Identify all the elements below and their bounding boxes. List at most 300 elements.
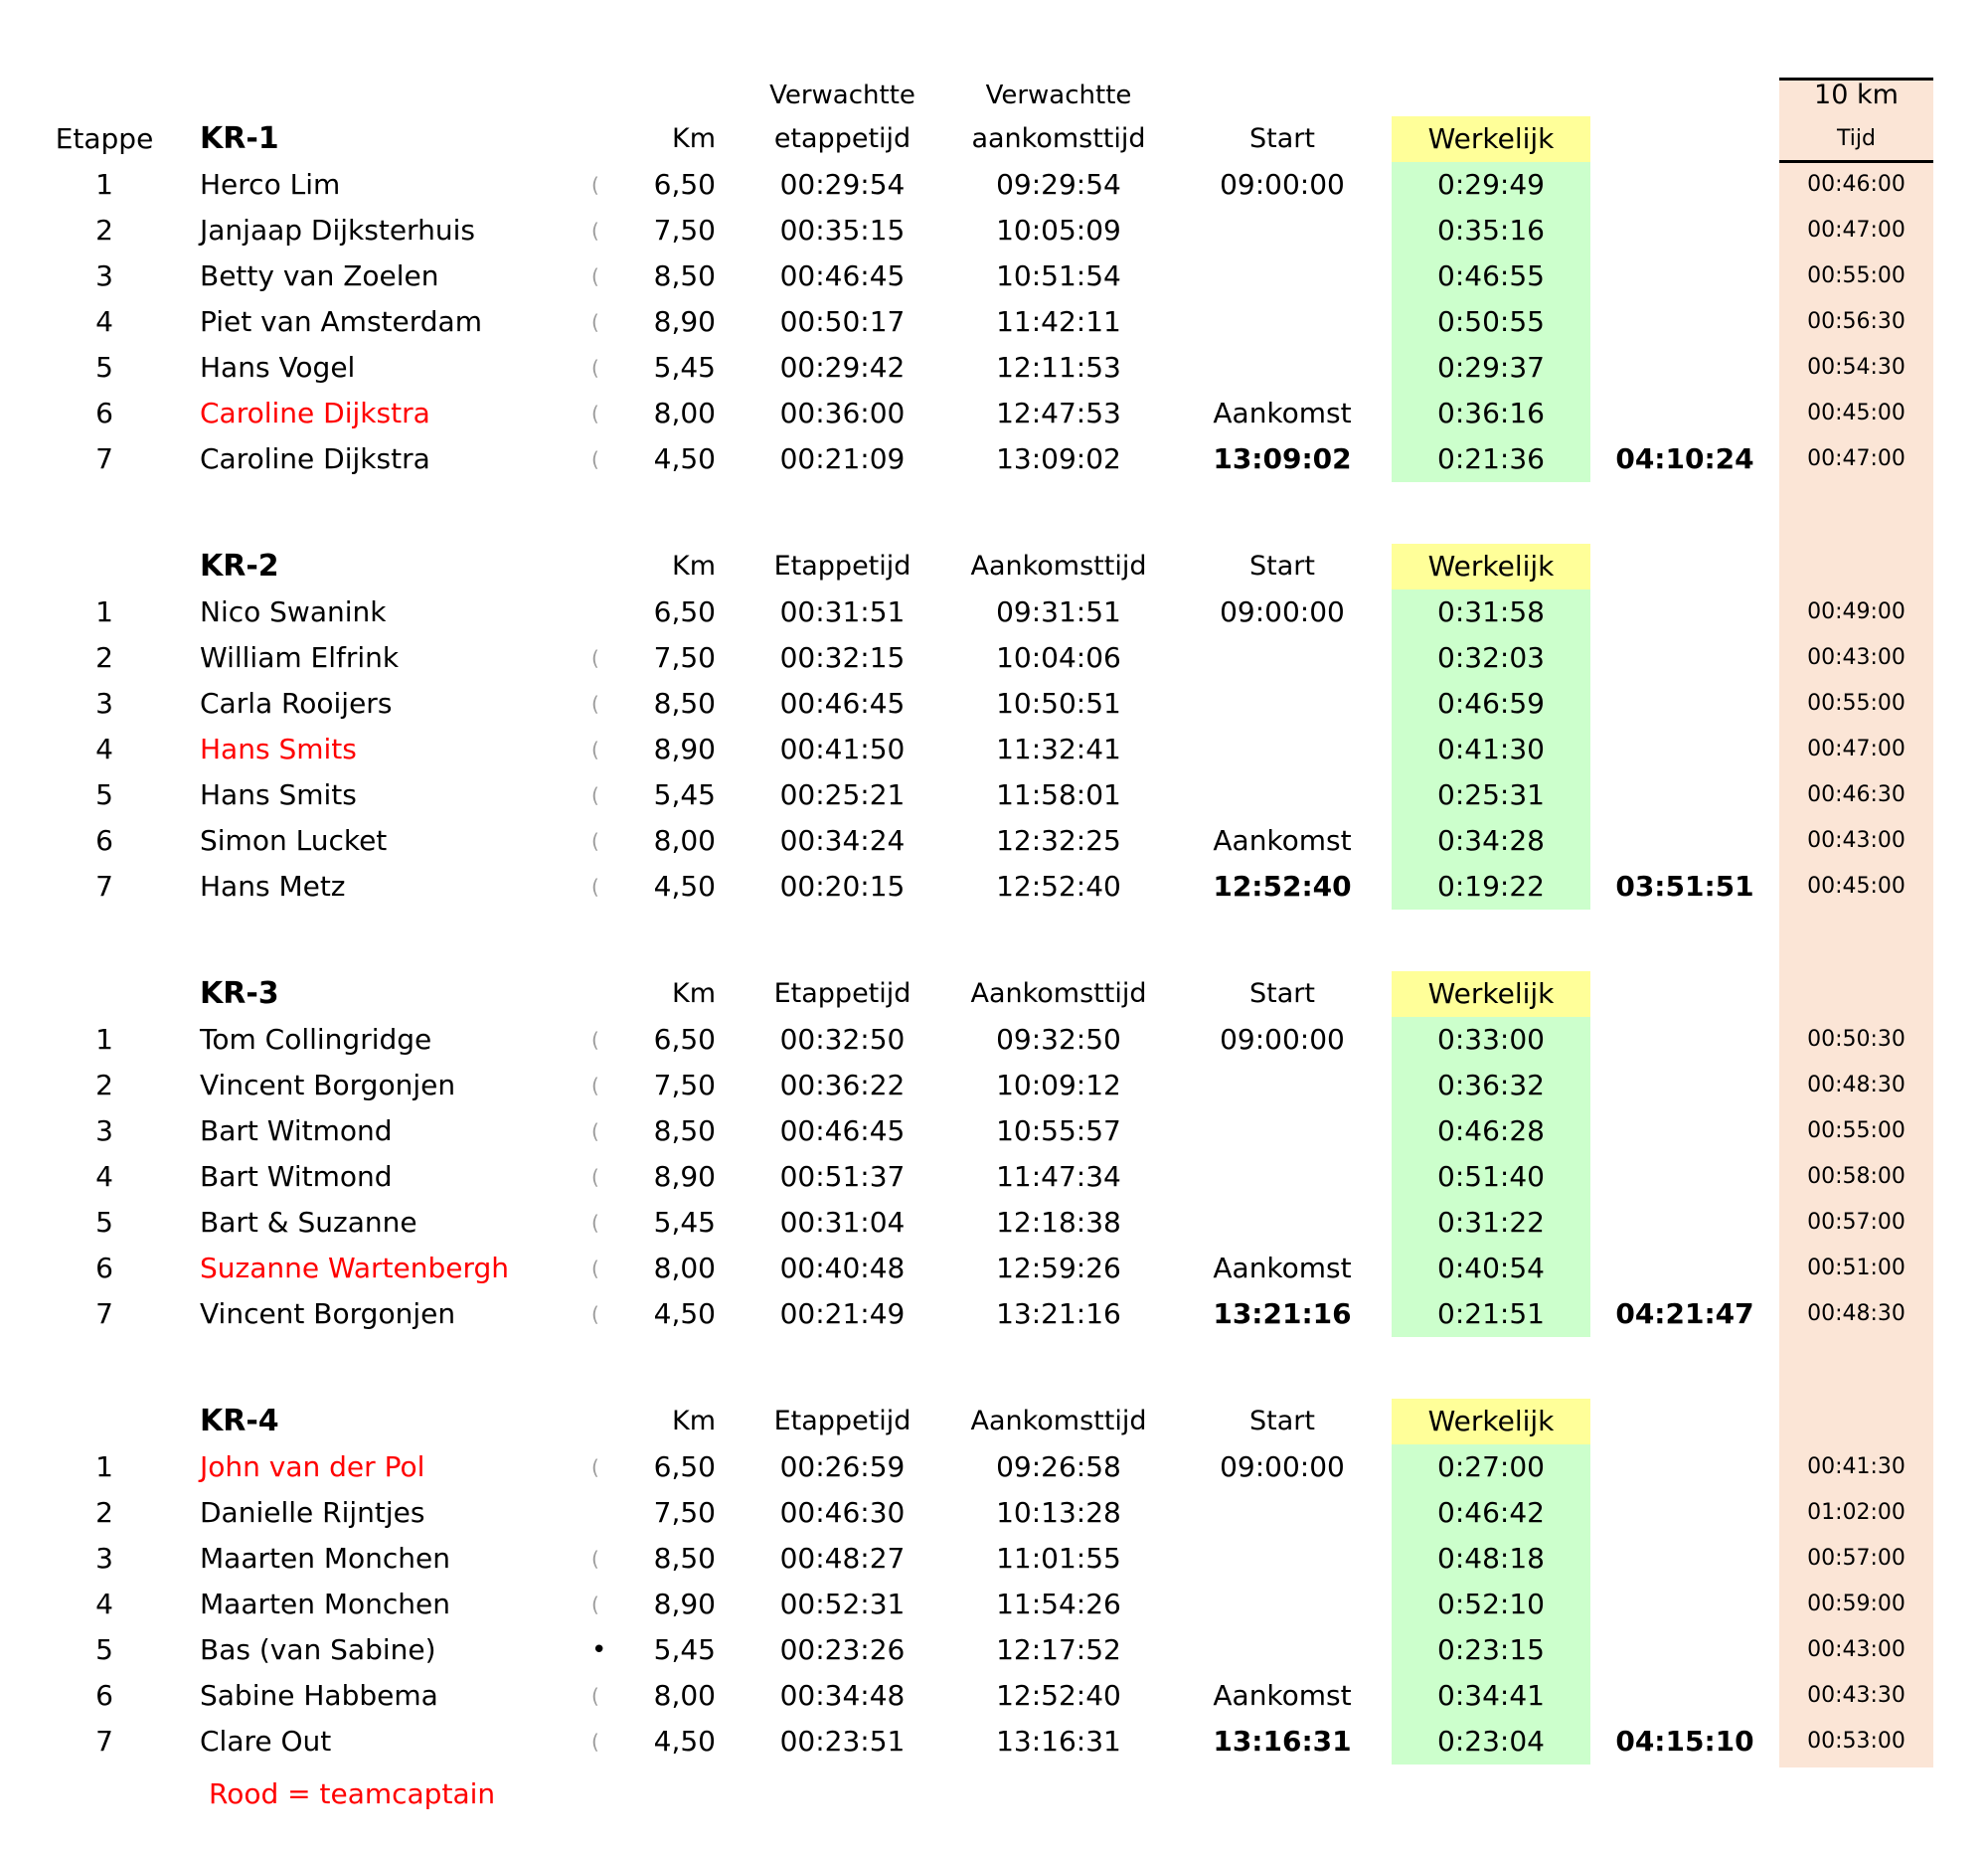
table-row — [45, 1108, 1933, 1154]
table-row — [45, 1444, 1933, 1490]
team-header-row — [45, 1399, 1933, 1444]
expected-arrival-time: 11:54:26 — [996, 1588, 1121, 1620]
expected-stage-time: 00:36:00 — [779, 397, 906, 429]
start-or-arrival — [1158, 1627, 1392, 1673]
note-mark: ( — [591, 875, 599, 899]
spacer — [591, 116, 611, 162]
start-header: Start — [1249, 978, 1315, 1009]
start-or-arrival: 09:00:00 — [1220, 1023, 1345, 1056]
runner-name: William Elfrink — [200, 641, 400, 674]
table-row — [45, 391, 1933, 436]
team-total-time — [1590, 1063, 1779, 1108]
expected-arrival-time: 10:51:54 — [996, 259, 1121, 292]
tenkm-time: 00:47:00 — [1807, 218, 1905, 243]
table-row — [45, 635, 1933, 681]
note-mark: ( — [591, 447, 599, 471]
note-mark: ( — [591, 646, 599, 670]
team-total-time — [1590, 391, 1779, 436]
km-value: 5,45 — [653, 1206, 716, 1239]
tenkm-time: 00:53:00 — [1807, 1729, 1905, 1754]
team-total-time — [1590, 1246, 1779, 1291]
actual-time: 0:32:03 — [1392, 635, 1590, 681]
stage-number: 2 — [95, 641, 113, 674]
team-total-time — [1590, 727, 1779, 772]
note-mark: ( — [591, 219, 599, 243]
km-value: 4,50 — [653, 442, 716, 475]
km-value: 8,00 — [653, 397, 716, 429]
team-total-time — [1590, 1200, 1779, 1246]
spacer — [1590, 116, 1779, 162]
expected-stage-time: 00:31:51 — [779, 595, 906, 628]
expected-arrival-time: 11:32:41 — [996, 733, 1121, 765]
km-value: 5,45 — [653, 351, 716, 384]
expected-arrival-time: 09:31:51 — [996, 595, 1121, 628]
tijd-header — [1779, 1399, 1933, 1444]
stage-number: 3 — [95, 259, 113, 292]
spacer — [164, 75, 591, 116]
runner-name: Danielle Rijntjes — [200, 1496, 425, 1529]
start-or-arrival: 09:00:00 — [1220, 1450, 1345, 1483]
expected-stage-time: 00:51:37 — [779, 1160, 906, 1193]
actual-time: 0:29:49 — [1392, 162, 1590, 208]
tenkm-time: 00:45:00 — [1807, 874, 1905, 899]
table-row — [45, 1063, 1933, 1108]
actual-time: 0:35:16 — [1392, 208, 1590, 253]
note-mark: ( — [591, 1211, 599, 1235]
km-value: 7,50 — [653, 641, 716, 674]
tijd-header — [1779, 544, 1933, 589]
team-total-time: 04:10:24 — [1615, 442, 1754, 475]
team-total-time — [1590, 1536, 1779, 1582]
team-total-time — [1590, 208, 1779, 253]
spacer — [1158, 75, 1392, 116]
note-mark: ( — [591, 1257, 599, 1280]
expected-stage-time: 00:52:31 — [779, 1588, 906, 1620]
table-row — [45, 818, 1933, 864]
block-gap — [45, 1337, 1933, 1399]
note-mark — [591, 1490, 611, 1536]
expected-stage-time: 00:20:15 — [779, 870, 906, 903]
start-or-arrival — [1158, 1063, 1392, 1108]
tenkm-header-divider — [1779, 160, 1933, 163]
actual-time: 0:34:41 — [1392, 1673, 1590, 1719]
start-or-arrival: 13:09:02 — [1213, 442, 1352, 475]
team-total-time — [1590, 1582, 1779, 1627]
table-row — [45, 1719, 1933, 1765]
team-total-time: 04:21:47 — [1615, 1297, 1754, 1330]
actual-time: 0:48:18 — [1392, 1536, 1590, 1582]
runner-name: Simon Lucket — [200, 824, 388, 857]
expected-arrival-time: 10:09:12 — [996, 1069, 1121, 1101]
stage-number: 1 — [95, 168, 113, 201]
team-total-time — [1590, 1108, 1779, 1154]
stage-number: 4 — [95, 305, 113, 338]
runner-name: Hans Smits — [200, 733, 357, 765]
team-total-time — [1590, 818, 1779, 864]
expected-stage-time: 00:25:21 — [779, 778, 906, 811]
table-row — [45, 1017, 1933, 1063]
team-total-time — [1590, 299, 1779, 345]
werkelijk-header: Werkelijk — [1392, 544, 1590, 589]
expected-arrival-time: 11:58:01 — [996, 778, 1121, 811]
start-or-arrival — [1158, 635, 1392, 681]
km-value: 8,50 — [653, 687, 716, 720]
stage-number: 1 — [95, 595, 113, 628]
runner-name: Bart & Suzanne — [200, 1206, 417, 1239]
runner-name: Hans Smits — [200, 778, 357, 811]
expected-stage-time: 00:48:27 — [779, 1542, 906, 1575]
tenkm-time: 00:59:00 — [1807, 1592, 1905, 1616]
start-or-arrival — [1158, 208, 1392, 253]
werkelijk-header: Werkelijk — [1392, 116, 1590, 162]
runner-name: Suzanne Wartenbergh — [200, 1252, 510, 1284]
note-mark — [591, 589, 611, 635]
tenkm-time: 00:43:30 — [1807, 1683, 1905, 1708]
expected-arrival-time: 11:42:11 — [996, 305, 1121, 338]
tenkm-time: 00:45:00 — [1807, 401, 1905, 425]
tenkm-time: 00:46:00 — [1807, 172, 1905, 197]
km-value: 8,00 — [653, 824, 716, 857]
start-or-arrival: Aankomst — [1213, 1679, 1352, 1712]
spacer — [45, 75, 164, 116]
tenkm-time: 00:46:30 — [1807, 782, 1905, 807]
runner-name: Clare Out — [200, 1725, 332, 1758]
expected-arrival-time: 12:11:53 — [996, 351, 1121, 384]
stage-number: 6 — [95, 1252, 113, 1284]
actual-time: 0:46:42 — [1392, 1490, 1590, 1536]
team-total-time — [1590, 1673, 1779, 1719]
stage-number: 6 — [95, 397, 113, 429]
etappe-header: Etappe — [55, 122, 154, 155]
expected-stage-time: 00:40:48 — [779, 1252, 906, 1284]
expected-arrival-time: 09:26:58 — [996, 1450, 1121, 1483]
runner-name: Sabine Habbema — [200, 1679, 438, 1712]
table-row — [45, 162, 1933, 208]
expected-stage-time: 00:23:26 — [779, 1633, 906, 1666]
legend-red-teamcaptain: Rood = teamcaptain — [209, 1777, 496, 1810]
table-row — [45, 345, 1933, 391]
km-value: 8,90 — [653, 1588, 716, 1620]
timesheet-grid — [45, 75, 1933, 1765]
tenkm-time: 00:55:00 — [1807, 263, 1905, 288]
start-header: Start — [1249, 123, 1315, 154]
stage-number: 2 — [95, 1496, 113, 1529]
expected-arrival-time: 12:32:25 — [996, 824, 1121, 857]
km-header: Km — [671, 1406, 716, 1436]
runner-name: Caroline Dijkstra — [200, 442, 430, 475]
team-total-time — [1590, 1444, 1779, 1490]
stage-number: 7 — [95, 870, 113, 903]
start-or-arrival — [1158, 1536, 1392, 1582]
km-value: 8,90 — [653, 733, 716, 765]
note-mark: ( — [591, 1730, 599, 1754]
table-row — [45, 589, 1933, 635]
etappe-header — [45, 971, 164, 1017]
tenkm-time: 00:47:00 — [1807, 446, 1905, 471]
etappetijd-header: etappetijd — [773, 123, 911, 154]
start-or-arrival: 13:21:16 — [1213, 1297, 1352, 1330]
km-value: 8,50 — [653, 1542, 716, 1575]
expected-arrival-time: 12:17:52 — [996, 1633, 1121, 1666]
aankomsttijd-header: Aankomsttijd — [970, 551, 1147, 582]
aankomsttijd-header: aankomsttijd — [971, 123, 1146, 154]
actual-time: 0:27:00 — [1392, 1444, 1590, 1490]
km-value: 4,50 — [653, 1725, 716, 1758]
stage-number: 6 — [95, 824, 113, 857]
stage-number: 5 — [95, 778, 113, 811]
runner-name: Betty van Zoelen — [200, 259, 439, 292]
expected-stage-time: 00:29:42 — [779, 351, 906, 384]
runner-name: Carla Rooijers — [200, 687, 393, 720]
km-value: 6,50 — [653, 595, 716, 628]
note-mark: ( — [591, 402, 599, 425]
table-row — [45, 1246, 1933, 1291]
note-mark: ( — [591, 356, 599, 380]
aankomsttijd-header: Aankomsttijd — [970, 1406, 1147, 1436]
table-row — [45, 253, 1933, 299]
etappetijd-header: Etappetijd — [773, 551, 911, 582]
note-mark: ( — [591, 738, 599, 761]
km-value: 8,50 — [653, 1114, 716, 1147]
start-or-arrival: 09:00:00 — [1220, 168, 1345, 201]
actual-time: 0:31:22 — [1392, 1200, 1590, 1246]
start-or-arrival: Aankomst — [1213, 397, 1352, 429]
tenkm-time: 00:43:00 — [1807, 1637, 1905, 1662]
tenkm-time: 00:54:30 — [1807, 355, 1905, 380]
km-value: 8,00 — [653, 1252, 716, 1284]
start-or-arrival — [1158, 253, 1392, 299]
actual-time: 0:40:54 — [1392, 1246, 1590, 1291]
expected-stage-time: 00:46:45 — [779, 687, 906, 720]
start-header: Start — [1249, 551, 1315, 582]
team-total-time — [1590, 589, 1779, 635]
tenkm-time: 00:58:00 — [1807, 1164, 1905, 1189]
tenkm-time: 00:57:00 — [1807, 1546, 1905, 1571]
start-or-arrival: 13:16:31 — [1213, 1725, 1352, 1758]
runner-name: Janjaap Dijksterhuis — [200, 214, 475, 247]
etappe-header — [45, 544, 164, 589]
stage-number: 3 — [95, 1114, 113, 1147]
expected-arrival-time: 12:52:40 — [996, 870, 1121, 903]
stage-number: 5 — [95, 1206, 113, 1239]
note-mark: ( — [591, 264, 599, 288]
km-value: 8,90 — [653, 305, 716, 338]
note-mark: ( — [591, 173, 599, 197]
km-value: 5,45 — [653, 778, 716, 811]
tenkm-time: 01:02:00 — [1807, 1500, 1905, 1525]
tenkm-time: 00:51:00 — [1807, 1256, 1905, 1280]
runner-name: John van der Pol — [200, 1450, 425, 1483]
stage-number: 4 — [95, 733, 113, 765]
spacer — [1392, 75, 1590, 116]
team-total-time — [1590, 681, 1779, 727]
note-mark: ( — [591, 1684, 599, 1708]
spacer — [591, 75, 611, 116]
start-or-arrival — [1158, 1108, 1392, 1154]
team-total-time — [1590, 162, 1779, 208]
spacer — [1590, 75, 1779, 116]
actual-time: 0:31:58 — [1392, 589, 1590, 635]
start-or-arrival — [1158, 299, 1392, 345]
note-mark: ( — [591, 1547, 599, 1571]
runner-name: Bart Witmond — [200, 1114, 393, 1147]
runner-name: Vincent Borgonjen — [200, 1069, 456, 1101]
km-value: 8,00 — [653, 1679, 716, 1712]
team-total-time — [1590, 772, 1779, 818]
actual-time: 0:46:28 — [1392, 1108, 1590, 1154]
start-or-arrival — [1158, 1200, 1392, 1246]
start-or-arrival — [1158, 772, 1392, 818]
tijd-header: Tijd — [1837, 126, 1876, 151]
start-or-arrival: 12:52:40 — [1213, 870, 1352, 903]
team-name: KR-4 — [200, 1404, 279, 1438]
expected-arrival-time: 10:04:06 — [996, 641, 1121, 674]
note-mark: ( — [591, 1074, 599, 1097]
km-header: Km — [671, 978, 716, 1009]
tijd-header — [1779, 971, 1933, 1017]
etappetijd-header: Etappetijd — [773, 978, 911, 1009]
team-total-time — [1590, 1154, 1779, 1200]
start-header: Start — [1249, 1406, 1315, 1436]
expected-stage-time: 00:26:59 — [779, 1450, 906, 1483]
note-mark: ( — [591, 1455, 599, 1479]
stage-number: 6 — [95, 1679, 113, 1712]
actual-time: 0:33:00 — [1392, 1017, 1590, 1063]
km-value: 8,90 — [653, 1160, 716, 1193]
werkelijk-header: Werkelijk — [1392, 971, 1590, 1017]
expected-stage-time: 00:46:45 — [779, 259, 906, 292]
expected-stage-time: 00:46:30 — [779, 1496, 906, 1529]
tenkm-time: 00:43:00 — [1807, 645, 1905, 670]
team-total-time — [1590, 1627, 1779, 1673]
expected-stage-time: 00:34:24 — [779, 824, 906, 857]
start-or-arrival — [1158, 345, 1392, 391]
team-total-time — [1590, 1017, 1779, 1063]
stage-number: 5 — [95, 1633, 113, 1666]
actual-time: 0:25:31 — [1392, 772, 1590, 818]
actual-time: 0:21:51 — [1392, 1291, 1590, 1337]
tenkm-time: 00:48:30 — [1807, 1301, 1905, 1326]
actual-time: 0:36:32 — [1392, 1063, 1590, 1108]
verwachtte-label-etappetijd: Verwachtte — [769, 81, 915, 110]
spacer — [591, 971, 611, 1017]
actual-time: 0:29:37 — [1392, 345, 1590, 391]
table-row — [45, 1490, 1933, 1536]
table-row — [45, 772, 1933, 818]
runner-name: Maarten Monchen — [200, 1588, 450, 1620]
stage-number: 3 — [95, 687, 113, 720]
table-row — [45, 1627, 1933, 1673]
tenkm-time: 00:57:00 — [1807, 1210, 1905, 1235]
expected-arrival-time: 10:05:09 — [996, 214, 1121, 247]
team-header-row — [45, 971, 1933, 1017]
stage-number: 4 — [95, 1160, 113, 1193]
tenkm-time: 00:47:00 — [1807, 737, 1905, 761]
stage-number: 7 — [95, 1725, 113, 1758]
team-total-time — [1590, 253, 1779, 299]
note-mark: ( — [591, 829, 599, 853]
actual-time: 0:34:28 — [1392, 818, 1590, 864]
actual-time: 0:51:40 — [1392, 1154, 1590, 1200]
runner-name: Piet van Amsterdam — [200, 305, 482, 338]
note-mark: ( — [591, 1028, 599, 1052]
runner-name: Nico Swanink — [200, 595, 387, 628]
km-value: 6,50 — [653, 1450, 716, 1483]
runner-name: Maarten Monchen — [200, 1542, 450, 1575]
km-value: 7,50 — [653, 1496, 716, 1529]
stage-number: 2 — [95, 214, 113, 247]
table-row — [45, 864, 1933, 910]
spacer — [611, 75, 716, 116]
runner-name: Bart Witmond — [200, 1160, 393, 1193]
stage-number: 3 — [95, 1542, 113, 1575]
block-gap — [45, 482, 1933, 544]
aankomsttijd-header: Aankomsttijd — [970, 978, 1147, 1009]
werkelijk-header: Werkelijk — [1392, 1399, 1590, 1444]
expected-arrival-time: 13:09:02 — [996, 442, 1121, 475]
team-total-time: 04:15:10 — [1615, 1725, 1754, 1758]
expected-arrival-time: 12:18:38 — [996, 1206, 1121, 1239]
expected-arrival-time: 12:59:26 — [996, 1252, 1121, 1284]
expected-arrival-time: 11:01:55 — [996, 1542, 1121, 1575]
preheader-row — [45, 75, 1933, 116]
start-or-arrival — [1158, 1582, 1392, 1627]
km-value: 5,45 — [653, 1633, 716, 1666]
tenkm-time: 00:48:30 — [1807, 1073, 1905, 1097]
actual-time: 0:52:10 — [1392, 1582, 1590, 1627]
expected-stage-time: 00:41:50 — [779, 733, 906, 765]
runner-name: Hans Metz — [200, 870, 346, 903]
actual-time: 0:46:59 — [1392, 681, 1590, 727]
actual-time: 0:23:04 — [1392, 1719, 1590, 1765]
start-or-arrival: Aankomst — [1213, 1252, 1352, 1284]
team-total-time — [1590, 345, 1779, 391]
note-mark: ( — [591, 310, 599, 334]
team-total-time: 03:51:51 — [1615, 870, 1754, 903]
note-mark: ( — [591, 783, 599, 807]
tenkm-title: 10 km — [1814, 80, 1899, 110]
expected-stage-time: 00:31:04 — [779, 1206, 906, 1239]
stage-number: 5 — [95, 351, 113, 384]
team-total-time — [1590, 635, 1779, 681]
km-value: 4,50 — [653, 870, 716, 903]
actual-time: 0:50:55 — [1392, 299, 1590, 345]
expected-arrival-time: 11:47:34 — [996, 1160, 1121, 1193]
table-row — [45, 1154, 1933, 1200]
start-or-arrival: Aankomst — [1213, 824, 1352, 857]
start-or-arrival — [1158, 727, 1392, 772]
note-mark: • — [591, 1635, 607, 1665]
table-row — [45, 681, 1933, 727]
expected-stage-time: 00:21:09 — [779, 442, 906, 475]
table-row — [45, 1291, 1933, 1337]
runner-name: Caroline Dijkstra — [200, 397, 430, 429]
actual-time: 0:36:16 — [1392, 391, 1590, 436]
km-value: 7,50 — [653, 214, 716, 247]
team-total-time — [1590, 1490, 1779, 1536]
expected-arrival-time: 12:47:53 — [996, 397, 1121, 429]
verwachtte-label-aankomsttijd: Verwachtte — [985, 81, 1132, 110]
table-row — [45, 208, 1933, 253]
actual-time: 0:46:55 — [1392, 253, 1590, 299]
tenkm-time: 00:50:30 — [1807, 1027, 1905, 1052]
expected-stage-time: 00:35:15 — [779, 214, 906, 247]
km-value: 8,50 — [653, 259, 716, 292]
etappetijd-header: Etappetijd — [773, 1406, 911, 1436]
expected-stage-time: 00:34:48 — [779, 1679, 906, 1712]
team-name: KR-3 — [200, 976, 279, 1011]
stage-number: 2 — [95, 1069, 113, 1101]
